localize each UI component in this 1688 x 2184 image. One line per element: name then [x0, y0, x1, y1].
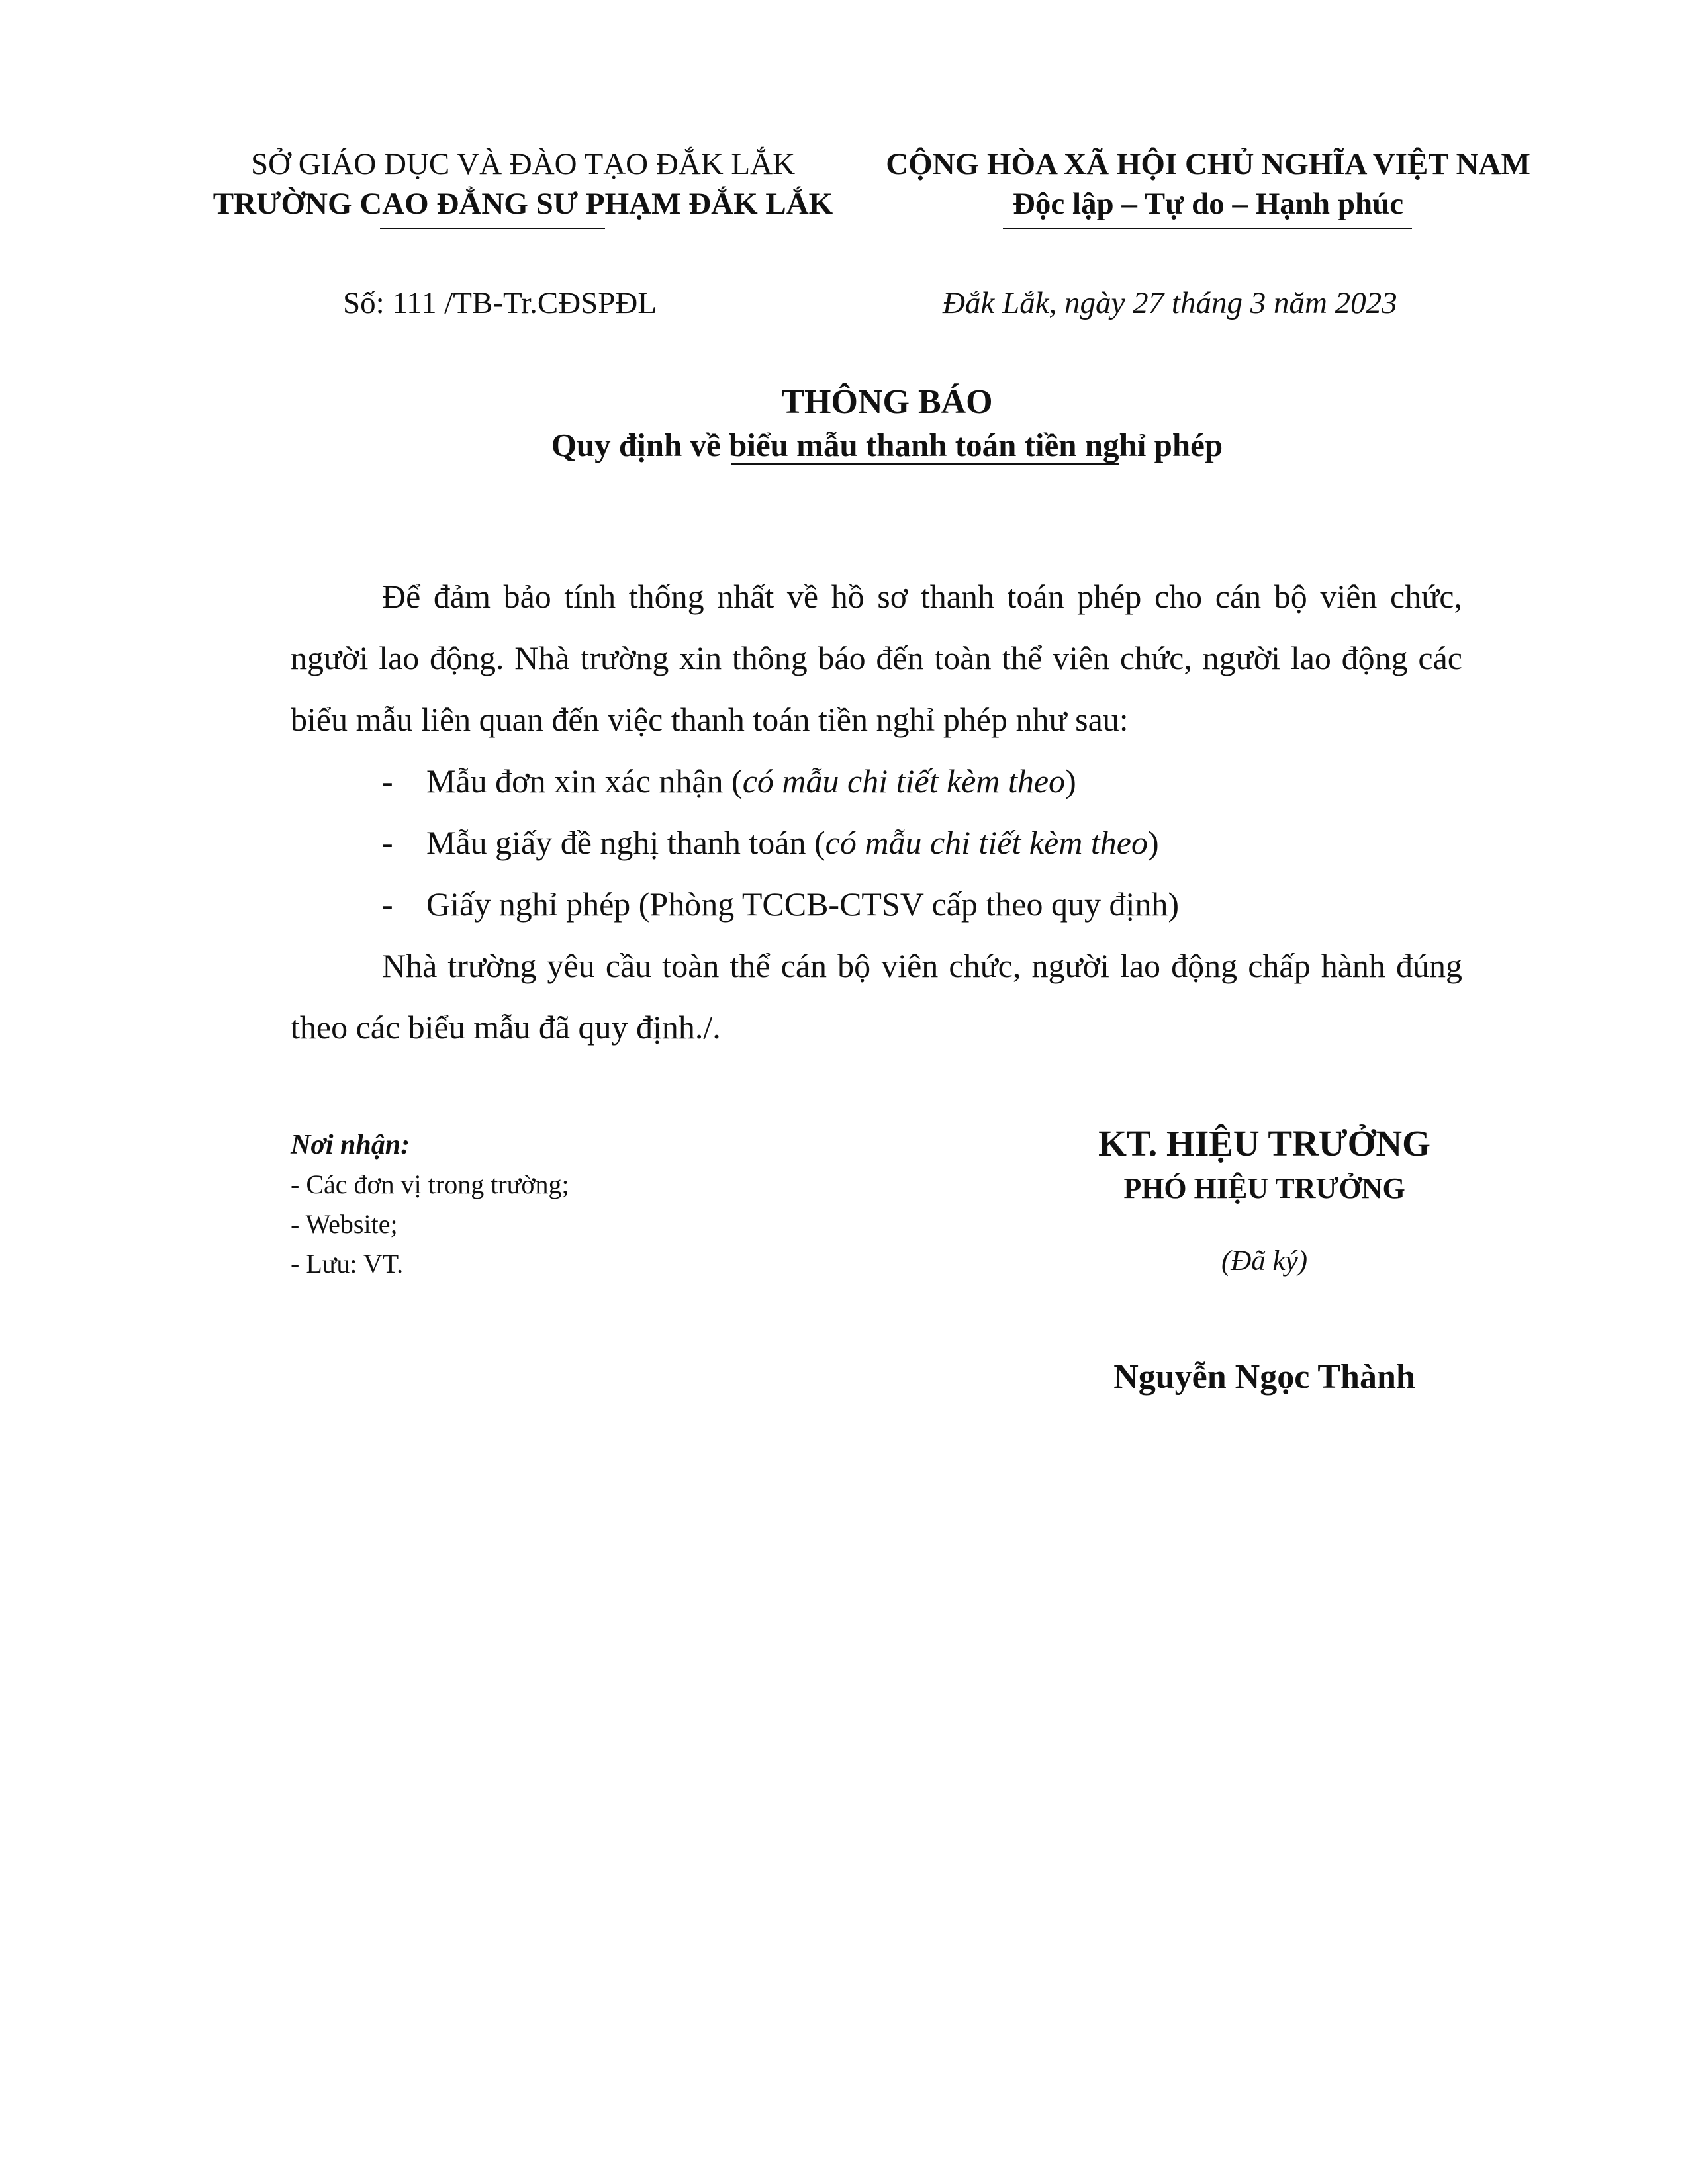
recipients-label: Nơi nhận:	[291, 1130, 410, 1160]
list-item-note: có mẫu chi tiết kèm theo	[825, 824, 1148, 861]
signer-name: Nguyễn Ngọc Thành	[1113, 1358, 1415, 1396]
motto-underline	[1003, 228, 1412, 229]
document-title: THÔNG BÁO	[781, 383, 993, 421]
school-name: TRƯỜNG CAO ĐẲNG SƯ PHẠM ĐẮK LẮK	[212, 187, 833, 221]
recipient-item: - Lưu: VT.	[291, 1249, 404, 1279]
national-header	[854, 144, 1562, 224]
document-body	[291, 566, 1462, 1058]
list-dash: -	[382, 762, 393, 799]
agency-name: SỞ GIÁO DỤC VÀ ĐÀO TẠO ĐẮK LẮK	[250, 147, 796, 181]
recipient-item: - Website;	[291, 1209, 398, 1239]
document-date: Đắk Lắk, ngày 27 tháng 3 năm 2023	[943, 286, 1397, 320]
list-item-note: có mẫu chi tiết kèm theo	[742, 762, 1066, 799]
title-block	[424, 381, 1350, 467]
signer-title: PHÓ HIỆU TRƯỞNG	[1123, 1172, 1405, 1205]
title-underline	[731, 463, 1119, 465]
national-motto: Độc lập – Tự do – Hạnh phúc	[1012, 187, 1404, 221]
issuer-header	[199, 144, 847, 224]
issuer-underline	[380, 228, 605, 229]
closing-paragraph: Nhà trường yêu cầu toàn thể cán bộ viên chức, người lao động chấp hành đúng theo các biểu mẫu đã quy định./.	[291, 947, 1462, 1046]
signer-authority: KT. HIỆU TRƯỞNG	[1098, 1123, 1430, 1163]
list-item-close: )	[1065, 762, 1076, 799]
list-item-text: Mẫu đơn xin xác nhận (	[426, 762, 743, 799]
document-subtitle: Quy định về biểu mẫu thanh toán tiền nghỉ phép	[551, 427, 1223, 463]
list-item-text: Giấy nghỉ phép (Phòng TCCB-CTSV cấp theo quy định)	[426, 886, 1179, 923]
document-number: Số: 111 /TB-Tr.CĐSPĐL	[343, 286, 657, 320]
signature-block	[1059, 1118, 1470, 1400]
list-dash: -	[382, 886, 393, 923]
nation-name: CỘNG HÒA XÃ HỘI CHỦ NGHĨA VIỆT NAM	[886, 147, 1530, 181]
recipient-item: - Các đơn vị trong trường;	[291, 1169, 569, 1199]
signed-status: (Đã ký)	[1221, 1246, 1308, 1277]
intro-paragraph: Để đảm bảo tính thống nhất về hồ sơ thanh toán phép cho cán bộ viên chức, người lao động. Nhà trường xin thông báo đến toàn thể viên chức, người lao động các biểu mẫu liên quan đến việc thanh toán tiền nghỉ phép như sau:	[291, 578, 1462, 738]
list-item-close: )	[1147, 824, 1159, 861]
list-item	[291, 751, 1462, 812]
list-item	[291, 812, 1462, 874]
list-dash: -	[382, 824, 393, 861]
recipients-block	[291, 1125, 886, 1284]
list-item-text: Mẫu giấy đề nghị thanh toán (	[426, 824, 825, 861]
list-item	[291, 874, 1462, 935]
